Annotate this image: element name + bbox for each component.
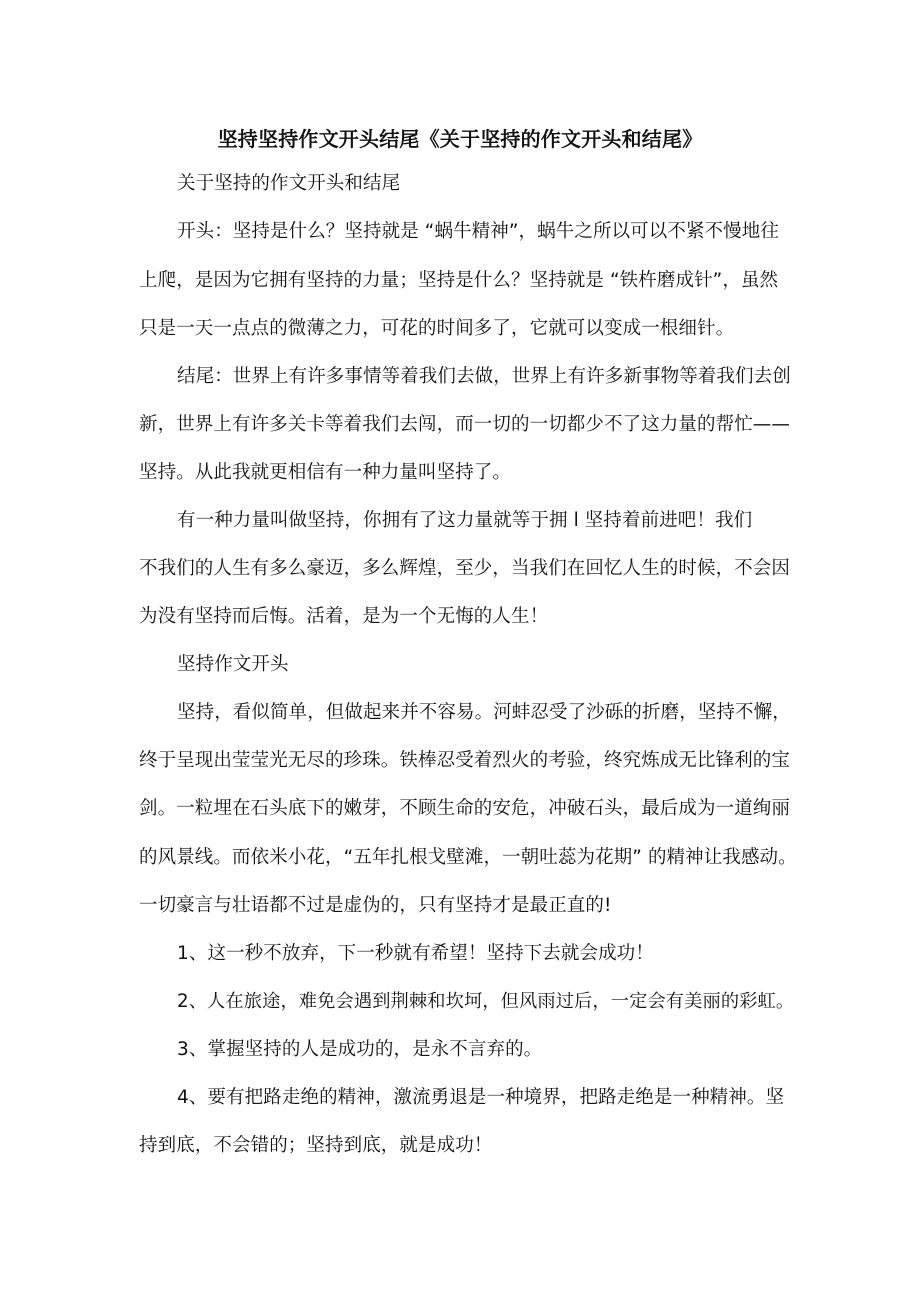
paragraph-line: 一切豪言与壮语都不过是虚伪的，只有坚持才是最正直的! — [139, 895, 612, 916]
paragraph-line: 的风景线。而依米小花，“五年扎根戈壁滩，一朝吐蕊为花期” 的精神让我感动。 — [139, 847, 797, 868]
document-title: 坚持坚持作文开头结尾《关于坚持的作文开头和结尾》 — [217, 127, 703, 151]
paragraph-line: 剑。一粒埋在石头底下的嫩芽，不顾生命的安危，冲破石头，最后成为一道绚丽 — [139, 798, 791, 819]
subheading-about-persistence: 关于坚持的作文开头和结尾 — [177, 173, 401, 194]
paragraph-line: 上爬，是因为它拥有坚持的力量；坚持是什么？坚持就是 “铁杵磨成针”，虽然 — [139, 270, 779, 291]
list-item: 3、掌握坚持的人是成功的，是永不言弃的。 — [177, 1039, 543, 1060]
subheading-essay-opening: 坚持作文开头 — [177, 654, 289, 675]
paragraph-line: 坚持，看似简单，但做起来并不容易。河蚌忍受了沙砾的折磨，坚持不懈， — [177, 702, 791, 723]
paragraph-line: 不我们的人生有多么豪迈，多么辉煌，至少，当我们在回忆人生的时候，不会因 — [139, 558, 791, 579]
paragraph-line: 结尾：世界上有许多事情等着我们去做，世界上有许多新事物等着我们去创 — [177, 366, 791, 387]
paragraph-line: 为没有坚持而后悔。活着，是为一个无悔的人生！ — [139, 606, 549, 627]
list-item: 4、要有把路走绝的精神，激流勇退是一种境界，把路走绝是一种精神。坚 — [177, 1087, 785, 1108]
list-item: 1、这一秒不放弃，下一秒就有希望！坚持下去就会成功！ — [177, 943, 654, 964]
paragraph-line: 开头：坚持是什么？坚持就是 “蜗牛精神”，蜗牛之所以可以不紧不慢地往 — [177, 221, 779, 242]
list-item-continuation: 持到底，不会错的；坚持到底，就是成功！ — [139, 1135, 493, 1156]
paragraph-line: 坚持。从此我就更相信有一种力量叫坚持了。 — [139, 462, 512, 483]
paragraph-line: 只是一天一点点的微薄之力，可花的时间多了，它就可以变成一根细针。 — [139, 318, 735, 339]
paragraph-line: 有一种力量叫做坚持，你拥有了这力量就等于拥 l 坚持着前进吧！我们 — [177, 510, 753, 531]
paragraph-line: 终于呈现出莹莹光无尽的珍珠。铁棒忍受着烈火的考验，终究炼成无比锋利的宝 — [139, 750, 791, 771]
paragraph-line: 新，世界上有许多关卡等着我们去闯，而一切的一切都少不了这力量的帮忙—— — [139, 414, 791, 435]
list-item: 2、人在旅途，难免会遇到荆棘和坎坷，但风雨过后，一定会有美丽的彩虹。 — [177, 991, 795, 1012]
